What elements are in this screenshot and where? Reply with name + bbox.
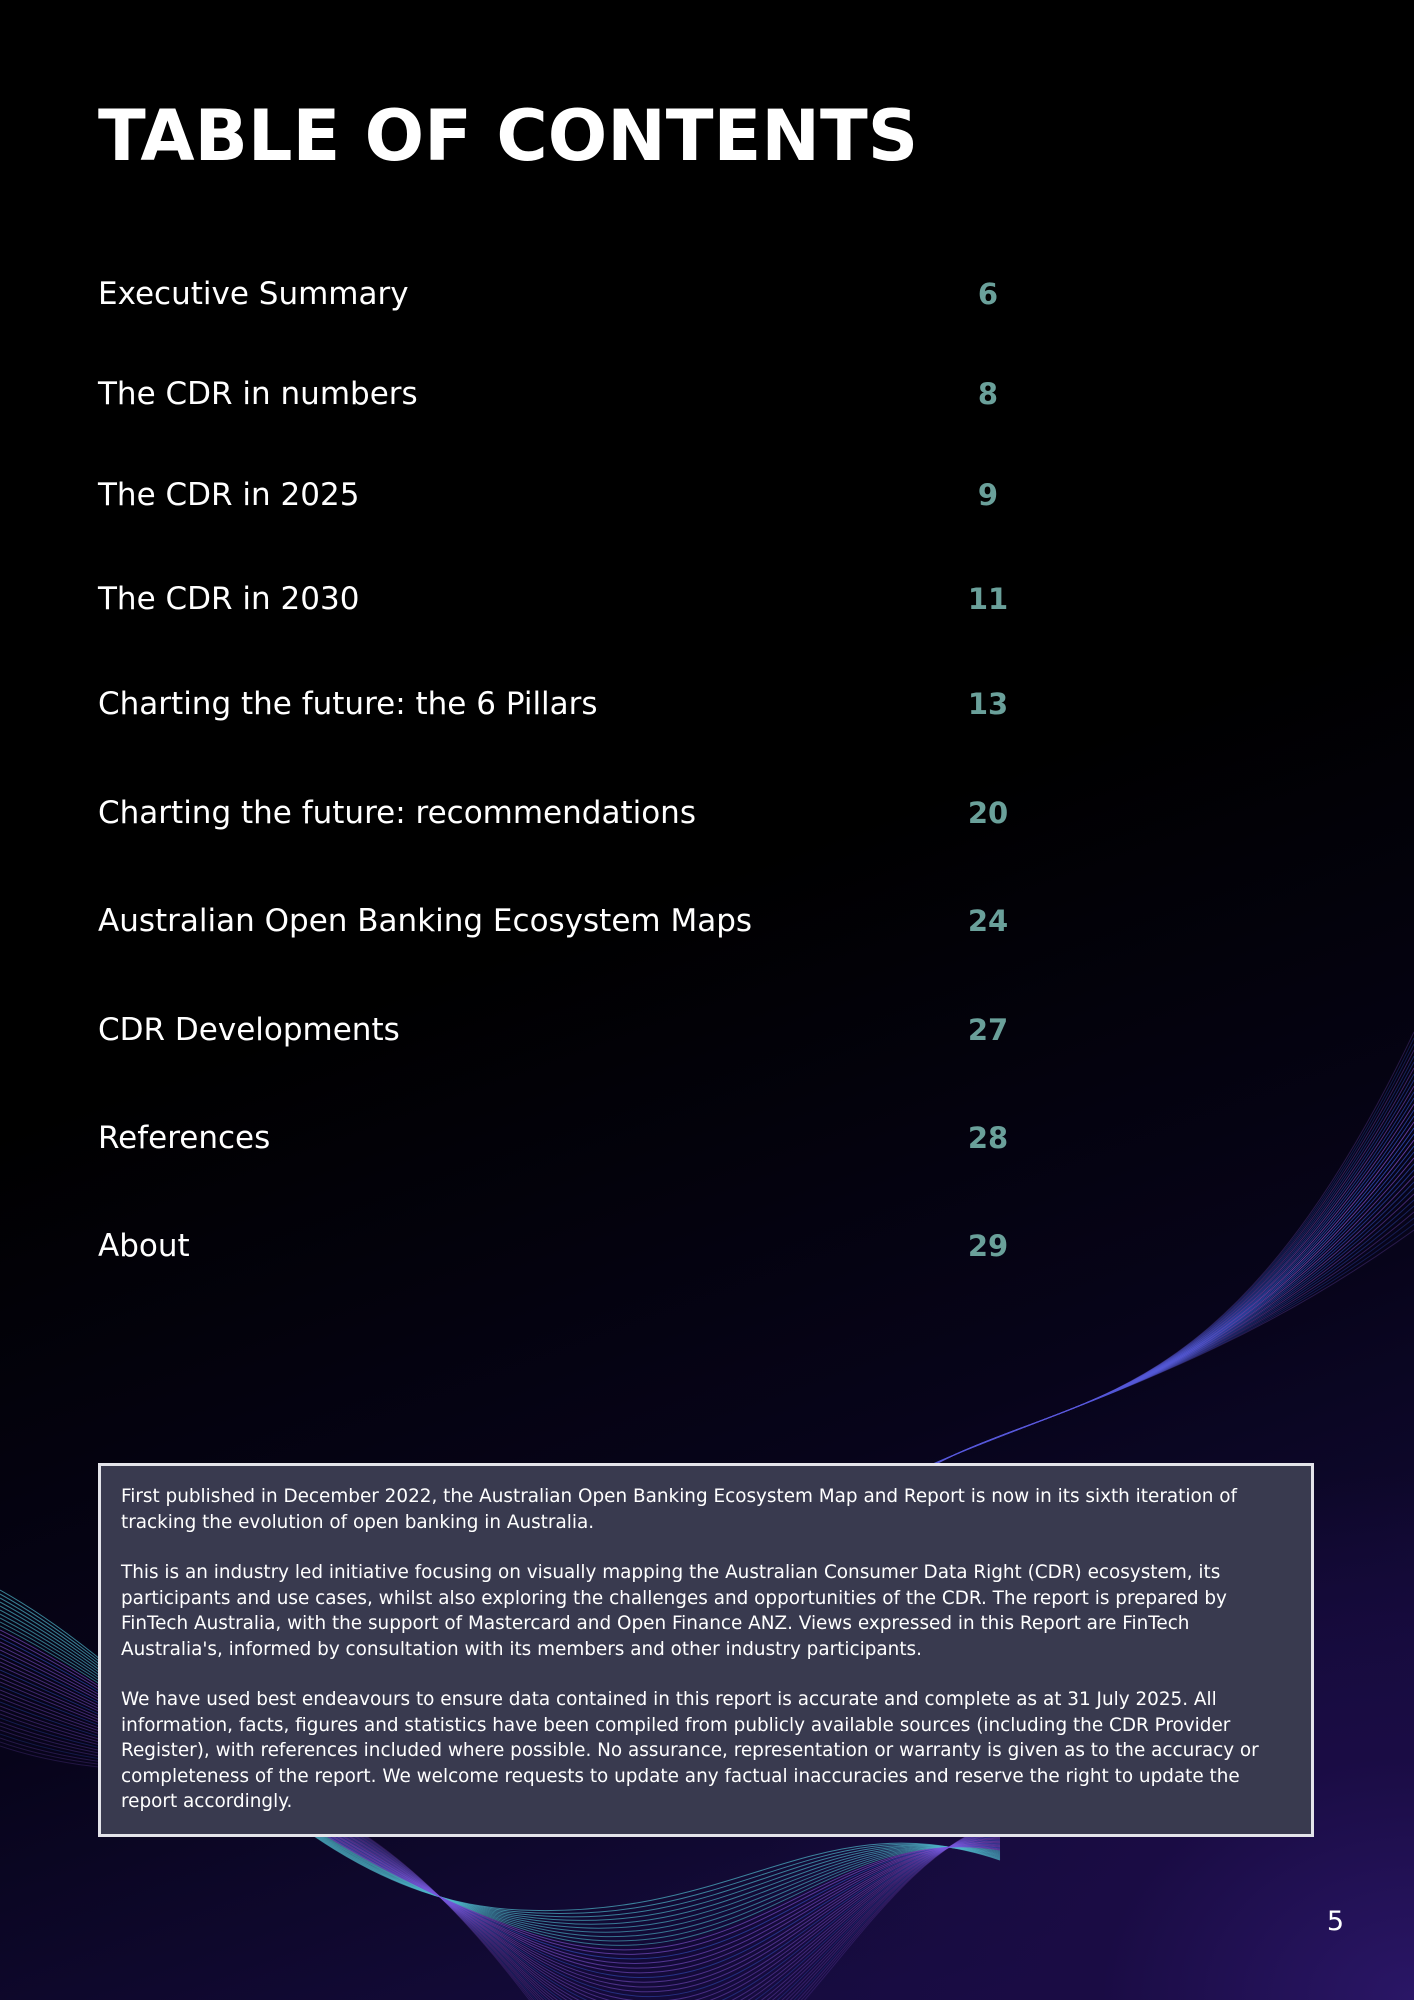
info-paragraph-publication: First published in December 2022, the Australian Open Banking Ecosystem Map and Report is now in its sixth iteration of tracking the evolution of open banking in Australia.	[121, 1486, 1237, 1533]
toc-item-page-number: 29	[967, 1229, 1009, 1263]
toc-item-page-number: 8	[977, 377, 999, 411]
toc-item-label: Australian Open Banking Ecosystem Maps	[98, 903, 753, 939]
toc-item-label: The CDR in numbers	[98, 376, 418, 412]
toc-item-six-pillars[interactable]	[98, 679, 1088, 729]
toc-item-label: References	[98, 1120, 271, 1156]
toc-item-page-number: 9	[977, 478, 999, 512]
info-paragraph-initiative: This is an industry led initiative focusing on visually mapping the Australian Consumer Data Right (CDR) ecosystem, its participants and use cases, whilst also exploring the challenges and opportunities of the CDR. The report is prepared by FinTech Australia, with the support of Mastercard and Open Finance ANZ. Views expressed in this Report are FinTech Australia's, informed by consultation with its members and other industry participants.	[121, 1562, 1227, 1660]
toc-item-recommendations[interactable]	[98, 788, 1088, 838]
toc-item-label: Executive Summary	[98, 276, 409, 312]
toc-item-about[interactable]	[98, 1221, 1088, 1271]
publication-info-box	[98, 1463, 1314, 1837]
toc-item-cdr-in-2025[interactable]	[98, 470, 1088, 520]
toc-item-label: About	[98, 1228, 190, 1264]
toc-item-label: Charting the future: the 6 Pillars	[98, 686, 598, 722]
page-title: TABLE OF CONTENTS	[98, 95, 919, 177]
toc-item-cdr-in-2030[interactable]	[98, 574, 1088, 624]
toc-item-page-number: 24	[967, 904, 1009, 938]
info-paragraph-disclaimer: We have used best endeavours to ensure data contained in this report is accurate and complete as at 31 July 2025. All information, facts, figures and statistics have been compiled from publicly available sources (including the CDR Provider Register), with references included where possible. No assurance, representation or warranty is given as to the accuracy or completeness of the report. We welcome requests to update any factual inaccuracies and reserve the right to update the report accordingly.	[121, 1689, 1259, 1812]
toc-item-executive-summary[interactable]	[98, 269, 1088, 319]
toc-item-page-number: 20	[967, 796, 1009, 830]
toc-item-page-number: 13	[967, 687, 1009, 721]
toc-item-cdr-developments[interactable]	[98, 1005, 1088, 1055]
toc-item-cdr-in-numbers[interactable]	[98, 369, 1088, 419]
toc-item-page-number: 28	[967, 1121, 1009, 1155]
toc-item-page-number: 27	[967, 1013, 1009, 1047]
toc-item-page-number: 11	[967, 582, 1009, 616]
toc-item-label: Charting the future: recommendations	[98, 795, 696, 831]
toc-item-page-number: 6	[977, 277, 999, 311]
toc-item-label: CDR Developments	[98, 1012, 400, 1048]
toc-item-ecosystem-maps[interactable]	[98, 896, 1088, 946]
toc-item-label: The CDR in 2025	[98, 477, 360, 513]
toc-item-references[interactable]	[98, 1113, 1088, 1163]
toc-item-label: The CDR in 2030	[98, 581, 360, 617]
page-number: 5	[1326, 1906, 1344, 1937]
